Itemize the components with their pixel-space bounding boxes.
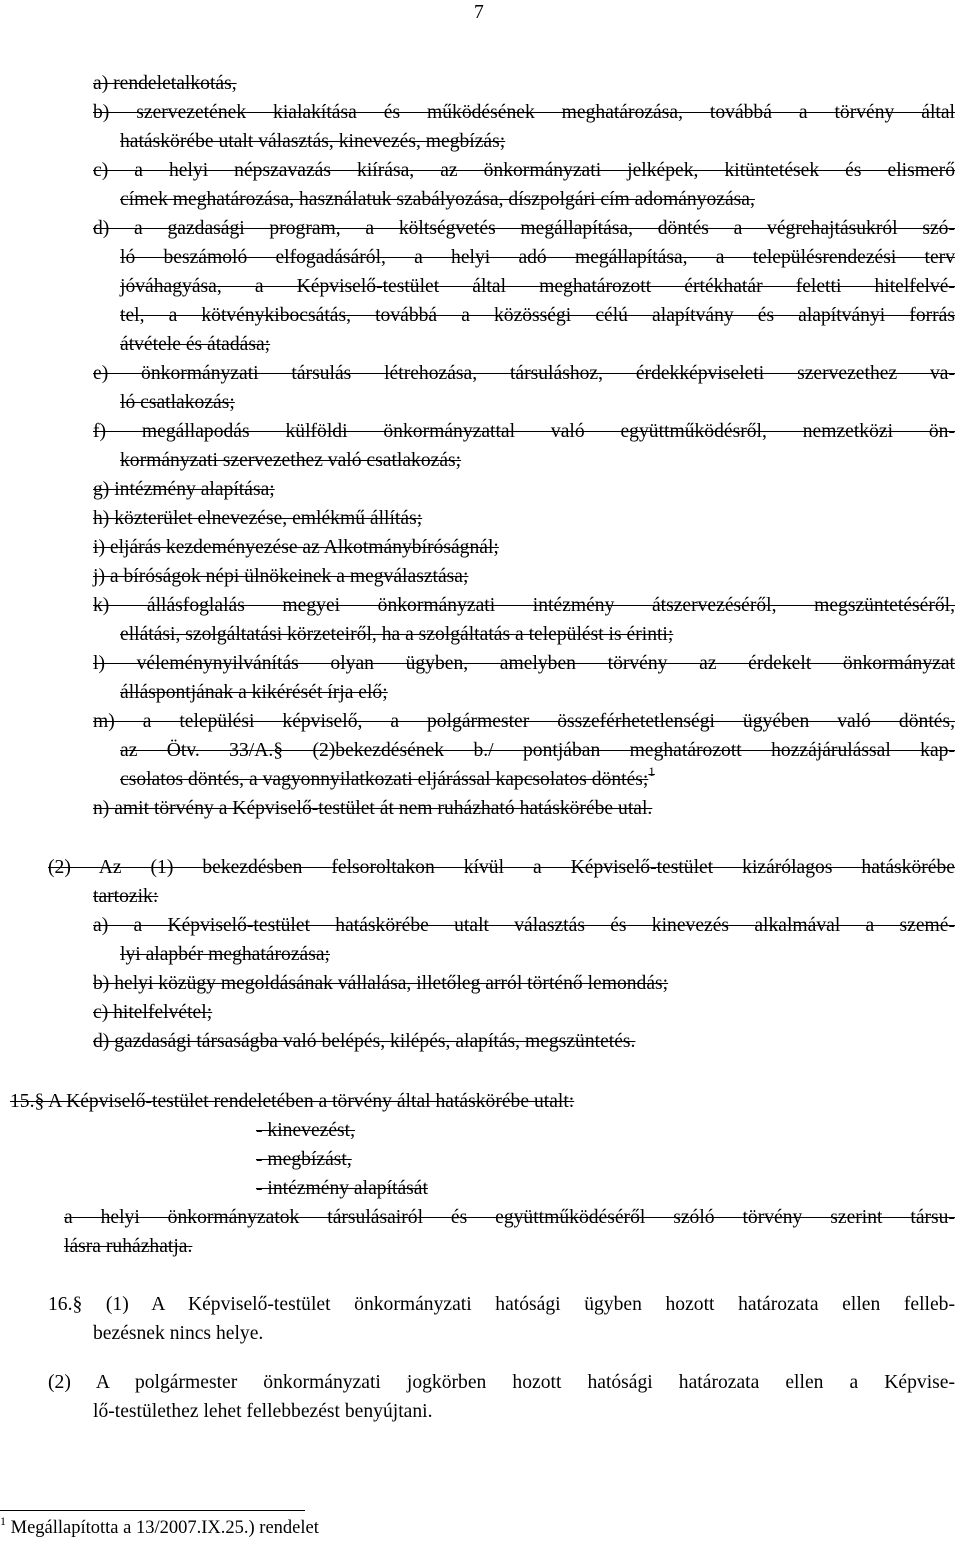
text-line: álláspontjának a kikérését írja elő; [120, 682, 388, 703]
text-line: c) hitelfelvétel; [93, 1002, 213, 1023]
footnote-mark: 1 [0, 1514, 6, 1528]
text-line: j) a bíróságok népi ülnökeinek a megválasztása; [93, 566, 469, 587]
page-number: 7 [474, 2, 484, 23]
text-line: l) véleménynyilvánítás olyan ügyben, amelyben törvény az érdekelt önkormányzat [93, 653, 955, 674]
text-line: bezésnek nincs helye. [93, 1323, 264, 1344]
footnote-text: Megállapította a 13/2007.IX.25.) rendelet [6, 1518, 319, 1538]
text-line: tel, a kötvénykibocsátás, továbbá a közösségi célú alapítvány és alapítványi forrás [120, 305, 955, 326]
text-line: 16.§ (1) A Képviselő-testület önkormányzati hatósági ügyben hozott határozata ellen felleb- [48, 1294, 955, 1315]
text-line: hatáskörébe utalt választás, kinevezés, megbízás; [120, 131, 506, 152]
text-line: tartozik: [93, 886, 159, 907]
text-line: lyi alapbér meghatározása; [120, 944, 330, 965]
text-line: m) a települési képviselő, a polgármester összeférhetetlenségi ügyében való döntés, [93, 711, 955, 732]
text-line: c) a helyi népszavazás kiírása, az önkormányzati jelképek, kitüntetések és elismerő [93, 160, 955, 181]
text-line: a helyi önkormányzatok társulásairól és együttműködéséről szóló törvény szerint társu- [64, 1207, 955, 1228]
text-line: (2) Az (1) bekezdésben felsoroltakon kívül a Képviselő-testület kizárólagos hatáskörébe [48, 857, 955, 878]
footnote-reference: 1 [648, 764, 655, 779]
text-line: i) eljárás kezdeményezése az Alkotmánybíróságnál; [93, 537, 499, 558]
text-line: ló beszámoló elfogadásáról, a helyi adó megállapítása, a településrendezési terv [120, 247, 955, 268]
text-line: e) önkormányzati társulás létrehozása, társuláshoz, érdekképviseleti szervezethez va- [93, 363, 955, 384]
text-line: b) helyi közügy megoldásának vállalása, illetőleg arról történő lemondás; [93, 973, 669, 994]
text-line: a) a Képviselő-testület hatáskörébe utalt választás és kinevezés alkalmával a szemé- [93, 915, 955, 936]
text-line: lő-testülethez lehet fellebbezést benyújtani. [93, 1401, 433, 1422]
text-line: átvétele és átadása; [120, 334, 271, 355]
text-line: (2) A polgármester önkormányzati jogkörben hozott hatósági határozata ellen a Képvise- [48, 1372, 955, 1393]
text-line: - kinevezést, [256, 1120, 356, 1141]
text-line: f) megállapodás külföldi önkormányzattal való együttműködésről, nemzetközi ön- [93, 421, 955, 442]
text-line: ellátási, szolgáltatási körzeteiről, ha a szolgáltatás a települést is érinti; [120, 624, 674, 645]
text-line: - intézmény alapítását [256, 1178, 428, 1199]
text-line: jóváhagyása, a Képviselő-testület által meghatározott értékhatár feletti hitelfelvé- [120, 276, 955, 297]
text-line: címek meghatározása, használatuk szabályozása, díszpolgári cím adományozása, [120, 189, 755, 210]
text-line: a) rendeletalkotás, [93, 73, 237, 94]
text-line: h) közterület elnevezése, emlékmű állítás; [93, 508, 423, 529]
footnote [0, 1514, 319, 1539]
text-line: d) a gazdasági program, a költségvetés megállapítása, döntés a végrehajtásukról szó- [93, 218, 955, 239]
text-line: n) amit törvény a Képviselő-testület át nem ruházható hatáskörébe utal. [93, 798, 653, 819]
text-line: b) szervezetének kialakítása és működésének meghatározása, továbbá a törvény által [93, 102, 955, 123]
text-line: lásra ruházhatja. [64, 1236, 193, 1257]
text-line: kormányzati szervezethez való csatlakozás; [120, 450, 462, 471]
text-line: csolatos döntés, a vagyonnyilatkozati eljárással kapcsolatos döntés;$^1$ [120, 764, 655, 790]
text-line: k) állásfoglalás megyei önkormányzati intézmény átszervezéséről, megszüntetéséről, [93, 595, 955, 616]
text-line: ló csatlakozás; [120, 392, 235, 413]
text-line: - megbízást, [256, 1149, 352, 1170]
text-line: az Ötv. 33/A.§ (2)bekezdésének b./ pontjában meghatározott hozzájárulással kap- [120, 740, 955, 761]
text-line: d) gazdasági társaságba való belépés, kilépés, alapítás, megszüntetés. [93, 1031, 636, 1052]
text-line: g) intézmény alapítása; [93, 479, 275, 500]
footnote-separator [0, 1510, 305, 1511]
text-line: 15.§ A Képviselő-testület rendeletében a törvény által hatáskörébe utalt: [10, 1091, 575, 1112]
